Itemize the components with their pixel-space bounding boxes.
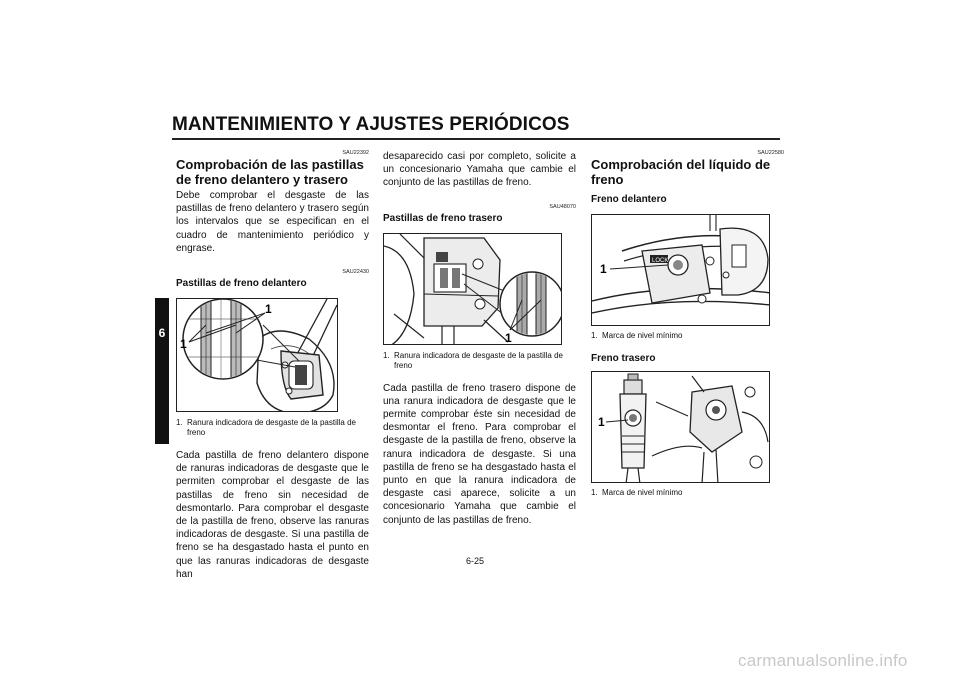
- subsection-heading-front: Pastillas de freno delantero: [176, 278, 307, 290]
- chapter-number: 6: [158, 326, 166, 340]
- subsection-heading-rear: Pastillas de freno trasero: [383, 212, 503, 224]
- continued-paragraph: desaparecido casi por completo, solicite a un concesionario Yamaha que cambie el conjunto de las pastillas de freno.: [383, 151, 576, 189]
- front-brake-fluid-figure: [591, 214, 770, 326]
- svg-text:LOCK: LOCK: [652, 258, 669, 264]
- page-title: MANTENIMIENTO Y AJUSTES PERIÓDICOS: [172, 114, 570, 135]
- rear-pad-body: Cada pastilla de freno trasero dispone de una ranura indicadora de desgaste que le permite comprobar éste sin necesidad de desmontar el freno. Para comprobar el desgaste de la pastilla de freno, observe la ranura indicadora de desgaste. Si una pastilla de freno se ha desgastado hasta el punto en que la ranura indicadora de desgaste casi aparece, solicite a un concesionario Yamaha que cambie el conjunto de las pastillas de freno.: [383, 382, 576, 526]
- watermark: carmanualsonline.info: [738, 651, 908, 670]
- caption-text: Ranura indicadora de desgaste de la pastilla de freno: [394, 350, 564, 370]
- column-1: [176, 150, 369, 581]
- title-rule: [172, 138, 780, 140]
- section-code: SAU22392: [342, 150, 369, 156]
- rear-brake-pad-figure: [383, 233, 562, 345]
- rear-brake-fluid-figure: [591, 371, 770, 483]
- figure-caption: [383, 351, 576, 371]
- section-code: SAU22580: [757, 150, 784, 156]
- figure-callout-right: 1: [265, 302, 272, 317]
- column-2: [383, 150, 576, 527]
- section-heading: Comprobación de las pastillas de freno delantero y trasero: [176, 157, 364, 187]
- figure-callout: 1: [600, 262, 607, 276]
- figure-caption-rear: [591, 488, 784, 498]
- front-brake-pad-figure: [176, 298, 338, 412]
- figure-caption-front: [591, 331, 784, 341]
- subsection-heading-front-fluid: Freno delantero: [591, 194, 667, 205]
- caption-number: 1.: [176, 418, 183, 428]
- figure-callout-left: 1: [180, 337, 187, 352]
- caption-number: 1.: [591, 488, 598, 497]
- caption-text: Marca de nivel mínimo: [602, 488, 683, 497]
- caption-number: 1.: [383, 350, 390, 360]
- subsection-code: SAU22430: [342, 269, 369, 276]
- figure-callout: 1: [505, 330, 512, 345]
- figure-caption: [176, 418, 369, 438]
- figure-callout: 1: [598, 415, 605, 429]
- section-heading: Comprobación del líquido de freno: [591, 157, 771, 187]
- front-pad-body: Cada pastilla de freno delantero dispone de ranuras indicadoras de desgaste que le permiten comprobar el desgaste de las pastillas de freno sin necesidad de desmontarlo. Para comprobar el desgaste de la pastilla de freno, observe las ranuras indicadoras de desgaste. Si una pastilla de freno se ha desgastado hasta el punto en que las ranuras indicadoras de desgaste han: [176, 450, 369, 580]
- page-number: 6-25: [466, 556, 485, 566]
- caption-number: 1.: [591, 331, 598, 340]
- intro-paragraph: Debe comprobar el desgaste de las pastillas de freno delantero y trasero según los intervalos que se especifican en el cuadro de mantenimiento periódico y engrase.: [176, 190, 369, 254]
- chapter-tab: [155, 298, 169, 444]
- column-3: [591, 150, 784, 498]
- subsection-code: SAU48070: [549, 203, 576, 210]
- caption-text: Ranura indicadora de desgaste de la pastilla de freno: [187, 418, 357, 438]
- caption-text: Marca de nivel mínimo: [602, 331, 683, 340]
- subsection-heading-rear-fluid: Freno trasero: [591, 353, 656, 364]
